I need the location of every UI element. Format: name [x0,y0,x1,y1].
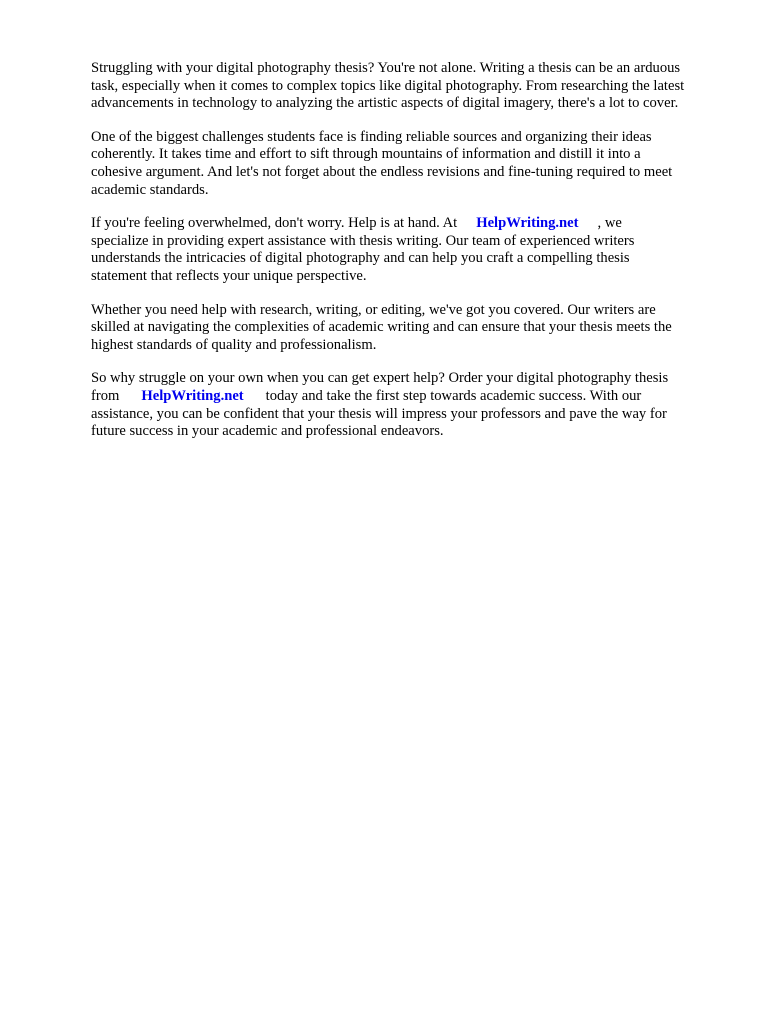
paragraph-conclusion [91,370,731,440]
paragraph-coverage [91,302,731,355]
text-fragment: today and take the first step towards academic success. With our [265,387,642,404]
text-line: Whether you need help with research, writing, or editing, we've got you covered. Our writers are [91,301,656,318]
text-line: coherently. It takes time and effort to sift through mountains of information and distill it into a [91,146,641,163]
text-line: One of the biggest challenges students face is finding reliable sources and organizing their ideas [91,128,652,145]
text-line: Struggling with your digital photography thesis? You're not alone. Writing a thesis can be an arduous [91,60,681,76]
paragraph-help [91,215,731,285]
text-fragment: from [91,387,120,404]
text-line: cohesive argument. And let's not forget about the endless revisions and fine-tuning required to meet [91,163,673,180]
paragraph-challenges [91,129,731,199]
helpwriting-link[interactable]: HelpWriting.net [476,215,579,232]
text-line: statement that reflects your unique perspective. [91,267,367,284]
text-line: task, especially when it comes to complex topics like digital photography. From researching the latest [91,77,685,94]
text-line: So why struggle on your own when you can get expert help? Order your digital photography thesis [91,370,669,387]
paragraph-intro [91,60,731,113]
text-line-with-link [91,215,731,233]
helpwriting-link[interactable]: HelpWriting.net [141,387,244,404]
document-body [91,60,731,457]
text-line: skilled at navigating the complexities of academic writing and can ensure that your thesis meets the [91,319,672,336]
text-line: academic standards. [91,181,209,198]
text-line: understands the intricacies of digital photography and can help you craft a compelling thesis [91,250,630,267]
text-line-with-link [91,388,731,406]
text-line: assistance, you can be confident that your thesis will impress your professors and pave the way for [91,405,667,422]
text-line: advancements in technology to analyzing the artistic aspects of digital imagery, there's a lot to cover. [91,95,679,112]
text-fragment: , we [597,215,622,232]
text-fragment: If you're feeling overwhelmed, don't worry. Help is at hand. At [91,215,458,232]
text-line: future success in your academic and professional endeavors. [91,423,444,440]
text-line: highest standards of quality and professionalism. [91,336,377,353]
text-line: specialize in providing expert assistance with thesis writing. Our team of experienced writers [91,232,635,249]
